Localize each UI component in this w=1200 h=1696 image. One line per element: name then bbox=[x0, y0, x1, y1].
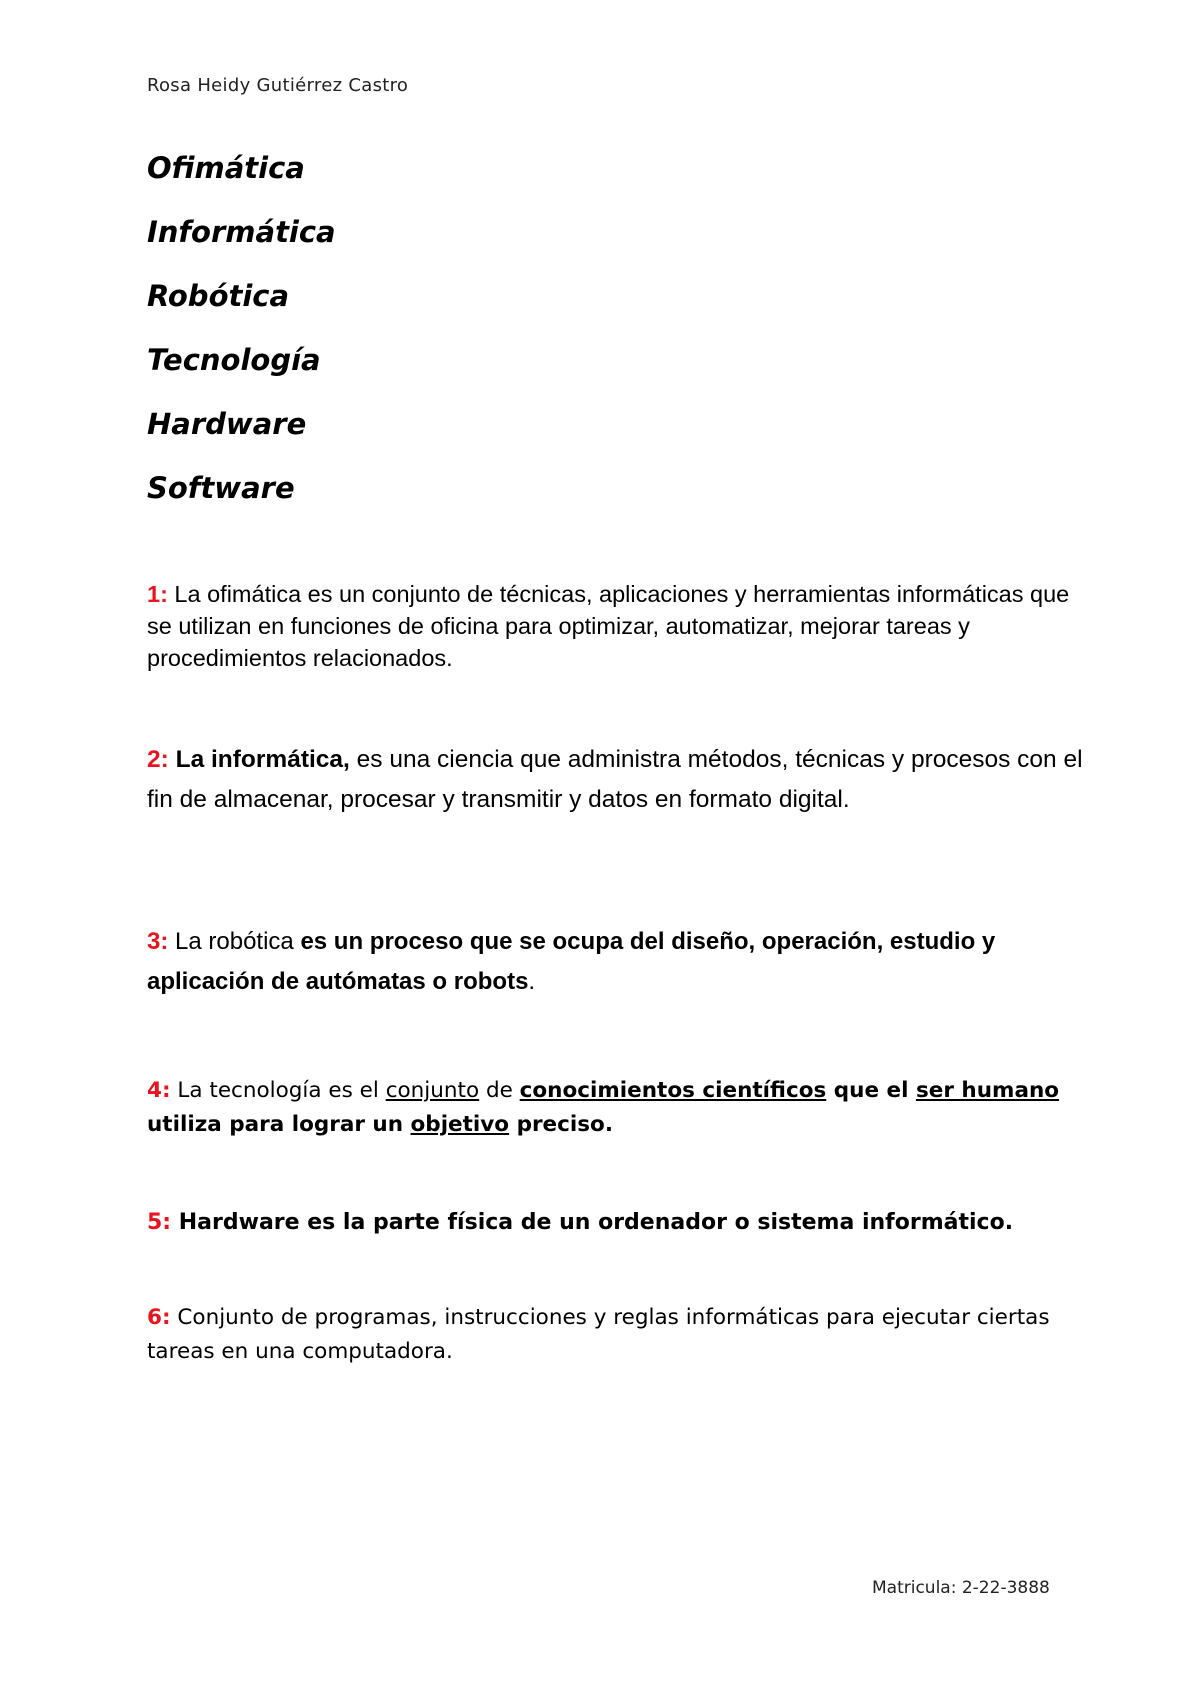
underlined-word-conjunto: conjunto bbox=[385, 1078, 480, 1103]
matricula-footer: Matricula: 2-22-3888 bbox=[872, 1578, 1050, 1598]
definition-text: La robótica bbox=[168, 928, 301, 955]
definition-number: 1: bbox=[147, 581, 168, 607]
definition-text: Hardware es la parte física de un ordenador o sistema informático. bbox=[171, 1210, 1014, 1235]
definition-text: que el bbox=[826, 1078, 916, 1103]
definition-6 bbox=[147, 1301, 1107, 1369]
definition-number: 3: bbox=[147, 928, 169, 955]
definition-text-end: preciso. bbox=[509, 1112, 613, 1137]
definition-number: 4: bbox=[147, 1078, 171, 1103]
underlined-word-conocimientos: conocimientos científicos bbox=[519, 1078, 827, 1103]
definition-text: utiliza para lograr un bbox=[147, 1112, 411, 1137]
term-hardware: Hardware bbox=[147, 407, 307, 441]
definition-text: Conjunto de programas, instrucciones y reglas informáticas para ejecutar ciertas tareas en una computadora. bbox=[147, 1305, 1050, 1364]
term-informatica: Informática bbox=[147, 215, 336, 249]
definition-1 bbox=[147, 578, 1087, 674]
terms-list bbox=[147, 148, 336, 532]
definition-3 bbox=[147, 922, 1087, 1002]
definition-text: La ofimática es un conjunto de técnicas, aplicaciones y herramientas informáticas que se utilizan en funciones de oficina para optimizar, automatizar, mejorar tareas y procedimientos relacionados. bbox=[147, 581, 1070, 671]
definition-bold-term: La informática, bbox=[168, 746, 350, 773]
definition-number: 5: bbox=[147, 1210, 172, 1235]
definition-text: de bbox=[479, 1078, 520, 1103]
term-tecnologia: Tecnología bbox=[147, 343, 321, 377]
term-robotica: Robótica bbox=[147, 279, 290, 313]
definition-4 bbox=[147, 1074, 1107, 1142]
definition-text: La tecnología es el bbox=[170, 1078, 386, 1103]
underlined-word-ser-humano: ser humano bbox=[915, 1078, 1060, 1103]
underlined-word-objetivo: objetivo bbox=[410, 1112, 510, 1137]
definition-text: es una ciencia que administra métodos, técnicas y procesos con el fin de almacenar, procesar y transmitir y datos en formato digital. bbox=[147, 746, 1083, 813]
definition-bold-text: es un proceso que se ocupa del diseño, operación, estudio y aplicación de autómatas o robots bbox=[147, 928, 996, 995]
definition-number: 6: bbox=[147, 1305, 171, 1330]
term-software: Software bbox=[147, 471, 295, 505]
term-ofimatica: Ofimática bbox=[147, 151, 305, 185]
definition-text-end: . bbox=[528, 968, 536, 995]
definition-2 bbox=[147, 740, 1087, 820]
author-name: Rosa Heidy Gutiérrez Castro bbox=[147, 75, 409, 96]
definition-number: 2: bbox=[147, 746, 169, 773]
definition-5 bbox=[147, 1206, 1107, 1240]
